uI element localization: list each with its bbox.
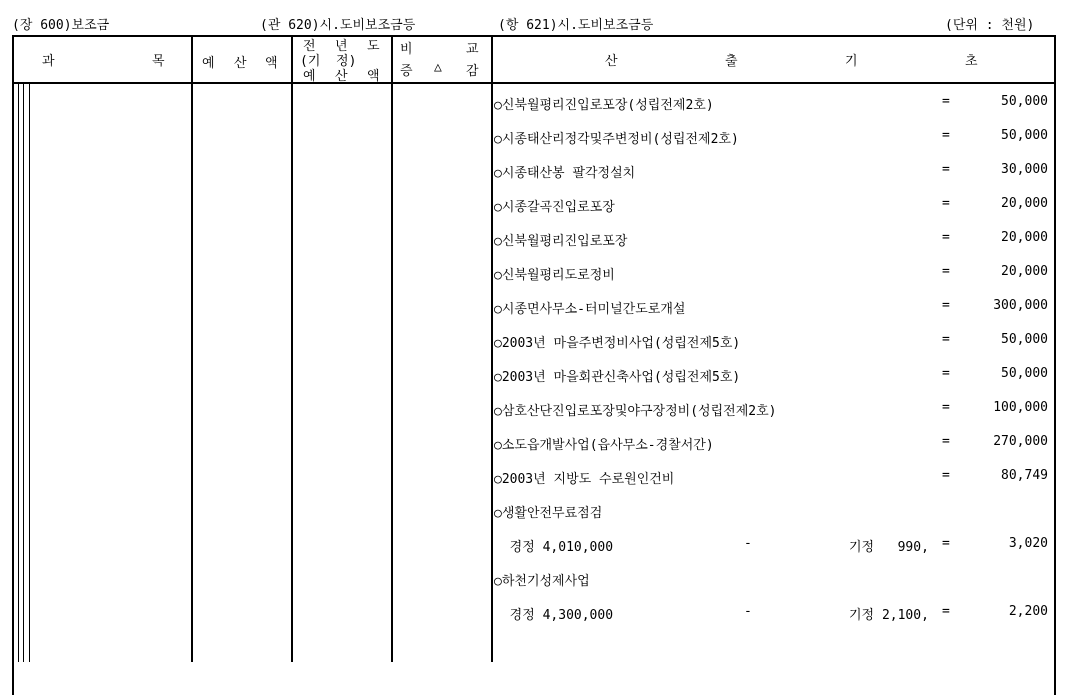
equals-sign: = (942, 162, 950, 177)
col-header-prev-1b: 년 (335, 39, 348, 54)
basis-row (494, 357, 1054, 391)
basis-amount: 20,000 (1001, 196, 1048, 211)
header-divider (12, 82, 1056, 84)
basis-row (494, 221, 1054, 255)
equals-sign: = (942, 196, 950, 211)
col-header-prev-1c: 도 (367, 39, 380, 54)
col-header-yesan-1: 예 (202, 56, 215, 71)
basis-row (494, 187, 1054, 221)
col-header-compare-1a: 비 (400, 42, 413, 57)
col-header-gwamok-1: 과 (42, 54, 55, 69)
equals-sign: = (942, 366, 950, 381)
basis-item-text: ○소도읍개발사업(읍사무소-경찰서간) (494, 438, 714, 453)
basis-row (494, 255, 1054, 289)
gwamok-level-line-2 (23, 84, 24, 662)
basis-amount: 80,749 (1001, 468, 1048, 483)
col-divider-3 (391, 35, 393, 662)
basis-amount: 2,200 (1008, 604, 1048, 619)
basis-amount: 20,000 (1001, 230, 1048, 245)
equals-sign: = (942, 128, 950, 143)
existing-amount: 기정 990, (849, 540, 929, 555)
basis-item-text: ○시종면사무소-터미널간도로개설 (494, 302, 686, 317)
basis-amount: 300,000 (993, 298, 1048, 313)
basis-amount: 50,000 (1001, 128, 1048, 143)
minus-sign: - (744, 536, 752, 551)
basis-row (494, 595, 1054, 629)
minus-sign: - (744, 604, 752, 619)
basis-item-text: ○신북월평리진입로포장 (494, 234, 628, 249)
basis-amount: 20,000 (1001, 264, 1048, 279)
basis-row (494, 119, 1054, 153)
col-header-yesan-2: 산 (234, 56, 247, 71)
col-header-compare-2c: 감 (466, 64, 479, 79)
col-header-basis-4: 초 (965, 54, 978, 69)
basis-item-text: ○2003년 지방도 수로원인건비 (494, 472, 675, 487)
equals-sign: = (942, 536, 950, 551)
col-header-yesan-3: 액 (265, 56, 278, 71)
basis-row (494, 323, 1054, 357)
basis-row (494, 85, 1054, 119)
header-hang: (항 621)시.도비보조금등 (498, 18, 654, 33)
basis-item-text: ○삼호산단진입로포장및야구장정비(성립전제2호) (494, 404, 777, 419)
equals-sign: = (942, 94, 950, 109)
basis-amount: 3,020 (1008, 536, 1048, 551)
basis-item-text: 경정 4,300,000 (494, 608, 614, 623)
basis-row (494, 153, 1054, 187)
basis-row (494, 527, 1054, 561)
equals-sign: = (942, 604, 950, 619)
header-jang: (장 600)보조금 (12, 18, 110, 33)
col-header-compare-1b: 교 (466, 42, 479, 57)
col-header-basis-3: 기 (845, 54, 858, 69)
basis-amount: 30,000 (1001, 162, 1048, 177)
basis-row (494, 289, 1054, 323)
basis-item-text: ○시종태산봉 팔각정설치 (494, 166, 636, 181)
col-header-prev-1a: 전 (303, 39, 316, 54)
basis-item-text: ○신북월평리도로정비 (494, 268, 615, 283)
basis-row (494, 391, 1054, 425)
basis-amount: 50,000 (1001, 94, 1048, 109)
col-header-basis-2: 출 (725, 54, 738, 69)
basis-item-text: ○생활안전무료점검 (494, 506, 603, 521)
basis-row (494, 493, 1054, 527)
basis-row (494, 459, 1054, 493)
basis-item-text: 경정 4,010,000 (494, 540, 614, 555)
basis-item-text: ○하천기성제사업 (494, 574, 590, 589)
col-divider-2 (291, 35, 293, 662)
col-divider-4 (491, 35, 493, 662)
col-header-basis-1: 산 (605, 54, 618, 69)
col-header-prev-3c: 액 (367, 69, 380, 84)
equals-sign: = (942, 264, 950, 279)
existing-amount: 기정 2,100, (849, 608, 929, 623)
equals-sign: = (942, 332, 950, 347)
basis-amount: 50,000 (1001, 366, 1048, 381)
basis-item-text: ○시종갈곡진입로포장 (494, 200, 615, 215)
equals-sign: = (942, 230, 950, 245)
basis-amount: 270,000 (993, 434, 1048, 449)
equals-sign: = (942, 298, 950, 313)
basis-item-text: ○2003년 마을회관신축사업(성립전제5호) (494, 370, 741, 385)
basis-item-text: ○신북월평리진입로포장(성립전제2호) (494, 98, 714, 113)
gwamok-level-line-1 (18, 84, 19, 662)
col-header-prev-3b: 산 (335, 69, 348, 84)
basis-item-text: ○시종태산리정각및주변정비(성립전제2호) (494, 132, 739, 147)
col-header-prev-2: (기 정) (300, 54, 357, 69)
col-header-gwamok-2: 목 (152, 54, 165, 69)
col-header-compare-2b: △ (434, 60, 442, 75)
equals-sign: = (942, 400, 950, 415)
basis-item-text: ○2003년 마을주변정비사업(성립전제5호) (494, 336, 741, 351)
basis-row (494, 561, 1054, 595)
col-divider-1 (191, 35, 193, 662)
col-header-compare-2a: 증 (400, 64, 413, 79)
basis-row (494, 425, 1054, 459)
equals-sign: = (942, 434, 950, 449)
basis-amount: 100,000 (993, 400, 1048, 415)
header-gwan: (관 620)시.도비보조금등 (260, 18, 416, 33)
col-header-prev-3a: 예 (303, 69, 316, 84)
basis-amount: 50,000 (1001, 332, 1048, 347)
equals-sign: = (942, 468, 950, 483)
gwamok-level-line-3 (29, 84, 30, 662)
header-unit: (단위 : 천원) (945, 18, 1035, 33)
